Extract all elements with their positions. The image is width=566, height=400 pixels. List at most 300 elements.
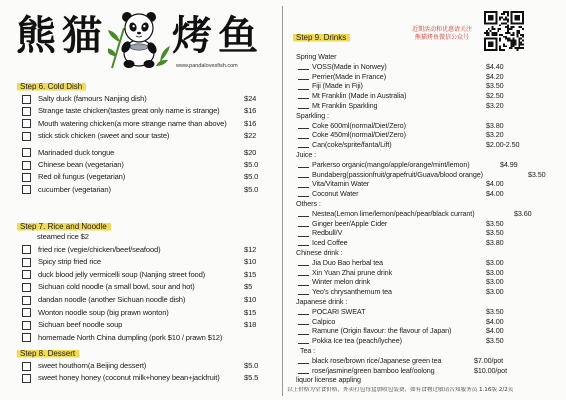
column-divider: [282, 6, 283, 396]
qr-module: [518, 26, 520, 28]
item-price: $10: [244, 257, 257, 267]
qr-finder: [488, 15, 494, 21]
order-checkbox[interactable]: [22, 95, 31, 104]
menu-item-row: [20, 147, 278, 159]
qr-module: [516, 34, 518, 36]
quantity-blank[interactable]: [298, 128, 309, 129]
qr-module: [513, 43, 515, 45]
qr-module: [518, 38, 520, 40]
drink-name: POCARI SWEAT: [312, 306, 366, 316]
qr-module: [505, 19, 507, 21]
drink-price: $3.00: [486, 267, 504, 277]
qr-module: [507, 21, 509, 23]
item-name: Wonton noodle soup (big prawn wonton): [38, 307, 169, 317]
qr-module: [488, 32, 490, 34]
section-heading-drinks: Step 9. Drinks: [293, 32, 350, 43]
qr-module: [499, 28, 501, 30]
qr-module: [505, 17, 507, 19]
qr-module: [501, 13, 503, 15]
quantity-blank[interactable]: [298, 324, 309, 325]
menu-item-row: [20, 184, 278, 196]
qr-module: [511, 47, 513, 49]
order-checkbox[interactable]: [22, 245, 31, 254]
qr-module: [494, 28, 496, 30]
drink-row: [288, 160, 558, 170]
qr-module: [518, 47, 520, 49]
item-name: homemade North China dumpling (pork $10 / prawn $12): [38, 332, 223, 342]
qr-module: [513, 45, 515, 47]
qr-module: [499, 34, 501, 36]
qr-module: [507, 19, 509, 21]
quantity-blank[interactable]: [298, 265, 309, 266]
quantity-blank[interactable]: [298, 108, 309, 109]
section-heading-dessert: Step 8. Dessert: [17, 348, 79, 359]
drink-price: $3.50: [486, 228, 504, 238]
qr-module: [507, 32, 509, 34]
drink-row: [288, 336, 558, 346]
drink-price: $4.20: [486, 71, 504, 81]
quantity-blank[interactable]: [298, 177, 309, 178]
order-checkbox[interactable]: [22, 283, 31, 292]
drink-row: [288, 219, 558, 229]
menu-item-row: [20, 281, 278, 294]
drink-row: [288, 317, 558, 327]
qr-module: [513, 40, 515, 42]
qr-module: [522, 40, 524, 42]
qr-module: [518, 45, 520, 47]
qr-module: [507, 30, 509, 32]
drink-row: [288, 307, 558, 317]
drink-row: [288, 258, 558, 268]
qr-module: [520, 38, 522, 40]
drink-name: Redbull/V: [312, 228, 343, 238]
qr-module: [522, 34, 524, 36]
qr-module: [501, 49, 503, 51]
item-name: Strange taste chicken(tastes great only name is strange): [38, 106, 220, 116]
drink-group-label: Japanese drink :: [296, 296, 348, 306]
qr-module: [501, 22, 503, 24]
item-price: $20: [244, 147, 257, 157]
qr-module: [516, 30, 518, 32]
quantity-blank[interactable]: [298, 343, 309, 344]
drink-name: Can(coke/sprite/fanta/Lift): [312, 140, 392, 150]
drink-row: [288, 356, 558, 366]
item-name: Chinese bean (vegetarian): [38, 159, 124, 169]
drink-name: Parkerso organic(mango/apple/orange/mint/lemon): [312, 159, 470, 169]
drink-row: [288, 238, 558, 248]
quantity-blank[interactable]: [298, 373, 309, 374]
drink-name: Calpico: [312, 316, 336, 326]
qr-module: [492, 28, 494, 30]
menu-item-row: [20, 244, 278, 257]
qr-module: [499, 17, 501, 19]
qr-module: [505, 38, 507, 40]
menu-item-row: [20, 269, 278, 282]
drink-row: [288, 179, 558, 189]
qr-module: [511, 26, 513, 28]
drink-row: [288, 121, 558, 131]
order-checkbox[interactable]: [22, 270, 31, 279]
drink-price: $3.50: [528, 169, 546, 179]
item-price: $24: [244, 94, 257, 103]
liquor-license-notice: liquor license appling: [296, 375, 361, 385]
order-checkbox[interactable]: [22, 321, 31, 330]
qr-module: [513, 26, 515, 28]
restaurant-title-right: 烤鱼: [172, 13, 264, 59]
drink-price: $3.00: [486, 277, 504, 287]
section-heading-rice-noodle: Step 7. Rice and Noodle: [17, 221, 111, 232]
drink-price: $10.00/pot: [474, 365, 507, 375]
qr-module: [497, 30, 499, 32]
qr-module: [499, 40, 501, 42]
qr-module: [499, 47, 501, 49]
qr-module: [507, 26, 509, 28]
qr-module: [509, 28, 511, 30]
menu-item-row: [20, 360, 278, 372]
item-price: $5.0: [244, 159, 259, 169]
menu-item-row: [20, 93, 278, 105]
qr-module: [505, 11, 507, 13]
qr-module: [511, 45, 513, 47]
drink-row: [288, 81, 558, 91]
drink-group-label: Others :: [296, 198, 321, 208]
item-price: $15: [244, 307, 257, 317]
quantity-blank[interactable]: [298, 138, 309, 139]
qr-module: [503, 45, 505, 47]
item-name: dandan noodle (another Sichuan noodle dish): [38, 294, 186, 304]
item-price: $22: [244, 131, 257, 141]
qr-module: [518, 43, 520, 45]
item-price: $15: [244, 269, 257, 279]
drink-name: rose/jasmine/green bamboo leaf/oolong: [312, 365, 435, 375]
qr-module: [492, 34, 494, 36]
drink-price: $4.00: [486, 189, 504, 199]
qr-module: [511, 34, 513, 36]
drink-row: [288, 189, 558, 199]
drink-name: Ginger beer/Apple Cider: [312, 218, 388, 228]
qr-module: [507, 11, 509, 13]
qr-module: [490, 30, 492, 32]
quantity-blank[interactable]: [298, 98, 309, 99]
qr-module: [488, 34, 490, 36]
item-name: Marinaded duck tongue: [38, 147, 115, 157]
promo-text: [403, 26, 481, 42]
order-checkbox[interactable]: [22, 173, 31, 182]
qr-module: [499, 49, 501, 51]
quantity-blank[interactable]: [298, 236, 309, 237]
drink-row: [288, 72, 558, 82]
quantity-blank[interactable]: [298, 294, 309, 295]
qr-module: [509, 47, 511, 49]
qr-module: [503, 43, 505, 45]
drink-price: $4.00: [486, 326, 504, 336]
qr-module: [507, 24, 509, 26]
drink-name: Coke 450ml(normal/Diet/Zero): [312, 130, 406, 140]
qr-module: [514, 41, 516, 43]
drink-name: Jia Duo Bao herbal tea: [312, 257, 383, 267]
quantity-blank[interactable]: [298, 167, 309, 168]
qr-module: [503, 22, 505, 24]
item-price: $5: [244, 282, 253, 292]
drink-row: [288, 366, 558, 376]
menu-item-row: [20, 105, 278, 117]
drink-price: $3.00: [486, 287, 504, 297]
qr-module: [505, 22, 507, 24]
section-heading-cold-dish: Step 6. Cold Dish: [17, 81, 86, 92]
qr-module: [486, 30, 488, 32]
menu-item-row: [20, 307, 278, 320]
qr-module: [513, 41, 515, 43]
drink-name: Winter melon drink: [312, 277, 371, 287]
item-name: Spicy strip fried rice: [38, 257, 101, 267]
drink-price: $3.60: [514, 208, 532, 218]
item-name: Salty duck (famours Nanjing dish): [38, 94, 147, 103]
qr-module: [513, 38, 515, 40]
drink-row: [288, 62, 558, 72]
qr-module: [522, 43, 524, 45]
item-name: Sichuan beef noodle soup: [38, 320, 123, 330]
qr-module: [514, 40, 516, 42]
qr-module: [499, 45, 501, 47]
item-price: $16: [244, 106, 257, 116]
menu-item-row: [20, 332, 278, 345]
qr-module: [486, 34, 488, 36]
qr-module: [499, 19, 501, 21]
drink-price: $4.99: [500, 159, 518, 169]
qr-module: [518, 41, 520, 43]
menu-item-row: [20, 256, 278, 269]
qr-module: [505, 26, 507, 28]
rice-noodle-list: [20, 231, 278, 344]
qr-module: [511, 28, 513, 30]
item-name: cucumber (vegetarian): [38, 184, 111, 194]
menu-item-row: [20, 130, 278, 142]
order-checkbox[interactable]: [22, 107, 31, 116]
item-name: Mouth watering chicken(a more strange name than above): [38, 118, 227, 128]
qr-module: [507, 15, 509, 17]
quantity-blank[interactable]: [298, 216, 309, 217]
qr-module: [505, 45, 507, 47]
steamed-rice-note: steamed rice $2: [37, 232, 89, 241]
quantity-blank[interactable]: [298, 196, 309, 197]
item-price: $5.0: [244, 361, 259, 370]
promo-line-2: 熊猫烤鱼微信公众号: [414, 34, 469, 41]
qr-module: [503, 49, 505, 51]
qr-module: [518, 30, 520, 32]
drink-name: Nestea(Lemon lime/lemon/peach/pear/black currant): [312, 208, 475, 218]
drink-row: [288, 101, 558, 111]
qr-module: [507, 38, 509, 40]
order-checkbox[interactable]: [22, 296, 31, 305]
order-checkbox[interactable]: [22, 362, 31, 371]
drink-group-label: Juice :: [296, 149, 317, 159]
menu-item-row: [20, 319, 278, 332]
qr-module: [503, 11, 505, 13]
qr-module: [513, 32, 515, 34]
order-checkbox[interactable]: [22, 308, 31, 317]
drink-name: Bundaberg(passionfruit/grapefruit/Guava/blood orange): [312, 169, 483, 179]
qr-module: [507, 28, 509, 30]
drink-name: Mt Franklin Sparkling: [312, 100, 378, 110]
drink-price: $3.80: [486, 120, 504, 130]
qr-finder: [514, 15, 520, 21]
qr-code-icon[interactable]: [484, 11, 524, 51]
quantity-blank[interactable]: [298, 69, 309, 70]
qr-module: [514, 43, 516, 45]
qr-module: [494, 34, 496, 36]
drink-group-label: Chinese drink :: [296, 247, 343, 257]
quantity-blank[interactable]: [298, 334, 309, 335]
drinks-list: [288, 52, 558, 385]
qr-module: [492, 26, 494, 28]
order-checkbox[interactable]: [22, 119, 31, 128]
qr-module: [520, 43, 522, 45]
drink-name: Pokka Ice tea (peach/lychee): [312, 336, 402, 346]
panda-logo-icon: [108, 8, 170, 70]
quantity-blank[interactable]: [298, 187, 309, 188]
qr-module: [505, 32, 507, 34]
quantity-blank[interactable]: [298, 147, 309, 148]
drink-price: $2.50: [486, 91, 504, 101]
drink-name: Yeo's chrysanthemum tea: [312, 287, 392, 297]
drink-price: $3.20: [486, 130, 504, 140]
item-name: stick stick chicken (sweet and sour taste): [38, 131, 170, 141]
drink-name: Fiji (Made in Fiji): [312, 81, 363, 91]
drink-row: [288, 170, 558, 180]
menu-note-row: [20, 231, 278, 244]
qr-module: [522, 47, 524, 49]
restaurant-title-left: 熊猫: [16, 13, 108, 59]
qr-module: [509, 38, 511, 40]
drink-price: $3.80: [486, 238, 504, 248]
order-checkbox[interactable]: [22, 258, 31, 267]
quantity-blank[interactable]: [298, 89, 309, 90]
qr-module: [507, 40, 509, 42]
order-checkbox[interactable]: [22, 148, 31, 157]
qr-module: [495, 32, 497, 34]
quantity-blank[interactable]: [298, 363, 309, 364]
drink-name: Xin Yuan Zhai prune drink: [312, 267, 393, 277]
drink-row: [288, 228, 558, 238]
order-checkbox[interactable]: [22, 185, 31, 194]
dessert-list: [20, 360, 278, 385]
drink-name: Mt Franklin (Made in Australia): [312, 91, 407, 101]
qr-module: [492, 32, 494, 34]
item-name: Red oil fungus (vegetarian): [38, 172, 126, 182]
drink-row: [288, 287, 558, 297]
drink-row: [288, 277, 558, 287]
menu-item-row: [20, 118, 278, 130]
item-price: $12: [244, 244, 257, 254]
qr-module: [520, 47, 522, 49]
qr-module: [514, 47, 516, 49]
order-checkbox[interactable]: [22, 132, 31, 141]
drink-price: $4.00: [486, 316, 504, 326]
drink-name: black rose/brown rice/Japanese green tea: [312, 355, 442, 365]
qr-module: [520, 41, 522, 43]
item-name: fried rice (vegie/chicken/beef/seafood): [38, 244, 161, 254]
drink-name: Perrier(Made in France): [312, 71, 386, 81]
drink-name: Iced Coffee: [312, 238, 348, 248]
menu-item-row: [20, 171, 278, 183]
qr-module: [499, 24, 501, 26]
item-price: $5.5: [244, 373, 259, 383]
item-name: Sichuan cold noodle (a small bowl, sour and hot): [38, 282, 195, 292]
drink-row: [288, 140, 558, 150]
qr-module: [513, 34, 515, 36]
qr-module: [497, 28, 499, 30]
qr-module: [484, 32, 486, 34]
menu-item-row: [20, 372, 278, 384]
order-checkbox[interactable]: [22, 333, 31, 342]
drink-row: [288, 268, 558, 278]
item-price: $5.0: [244, 172, 259, 182]
qr-module: [518, 40, 520, 42]
qr-module: [522, 28, 524, 30]
drink-name: Coconut Water: [312, 189, 359, 199]
item-name: sweet honey honey (coconut milk+honey bean+jackfruit): [38, 373, 220, 383]
promo-line-1: 近期活动和优惠请关注: [411, 26, 472, 33]
qr-module: [505, 36, 507, 38]
qr-module: [503, 19, 505, 21]
drink-row: [288, 326, 558, 336]
qr-module: [486, 32, 488, 34]
quantity-blank[interactable]: [298, 275, 309, 276]
qr-module: [501, 34, 503, 36]
quantity-blank[interactable]: [298, 79, 309, 80]
drink-price: $3.00: [486, 257, 504, 267]
drink-price: $3.50: [486, 218, 504, 228]
qr-module: [495, 34, 497, 36]
drink-name: Vita/Vitamin Water: [312, 179, 370, 189]
drink-group-label: Spring Water: [296, 52, 337, 61]
quantity-blank[interactable]: [298, 314, 309, 315]
drink-price: $4.40: [486, 61, 504, 71]
quantity-blank[interactable]: [298, 245, 309, 246]
order-checkbox[interactable]: [22, 161, 31, 170]
drink-price: $2.00-2.50: [486, 140, 520, 150]
website-url: www.pandalovesfish.com: [176, 63, 238, 69]
item-price: $18: [244, 320, 257, 330]
qr-module: [503, 36, 505, 38]
drink-price: $7.00/pot: [474, 355, 504, 365]
qr-module: [516, 47, 518, 49]
quantity-blank[interactable]: [298, 285, 309, 286]
qr-module: [522, 36, 524, 38]
qr-module: [520, 26, 522, 28]
drink-row: [288, 209, 558, 219]
drink-group-label: Tea :: [300, 345, 316, 355]
item-price: $5.0: [244, 184, 259, 194]
drink-row: [288, 130, 558, 140]
qr-module: [488, 28, 490, 30]
item-name: duck blood jelly vermicelli soup (Nanjing street food): [38, 269, 206, 279]
drink-price: $3.50: [486, 336, 504, 346]
item-name: sweet houthorn(a Beijing dessert): [38, 361, 147, 370]
qr-module: [511, 40, 513, 42]
drink-price: $3.50: [486, 81, 504, 91]
order-checkbox[interactable]: [22, 374, 31, 383]
qr-module: [520, 34, 522, 36]
qr-module: [507, 13, 509, 15]
footer-note: 以上价格为堂食价格，外卖打包每盒加收包装费，如有食物过敏请告知服务员 1.16版 2/2页: [287, 387, 514, 393]
qr-module: [509, 32, 511, 34]
drink-name: Coke 600ml(normal/Diet/Zero): [312, 120, 406, 130]
drink-price: $3.20: [486, 100, 504, 110]
quantity-blank[interactable]: [298, 226, 309, 227]
drink-name: VOSS(Made in Norwey): [312, 61, 387, 71]
qr-module: [511, 43, 513, 45]
